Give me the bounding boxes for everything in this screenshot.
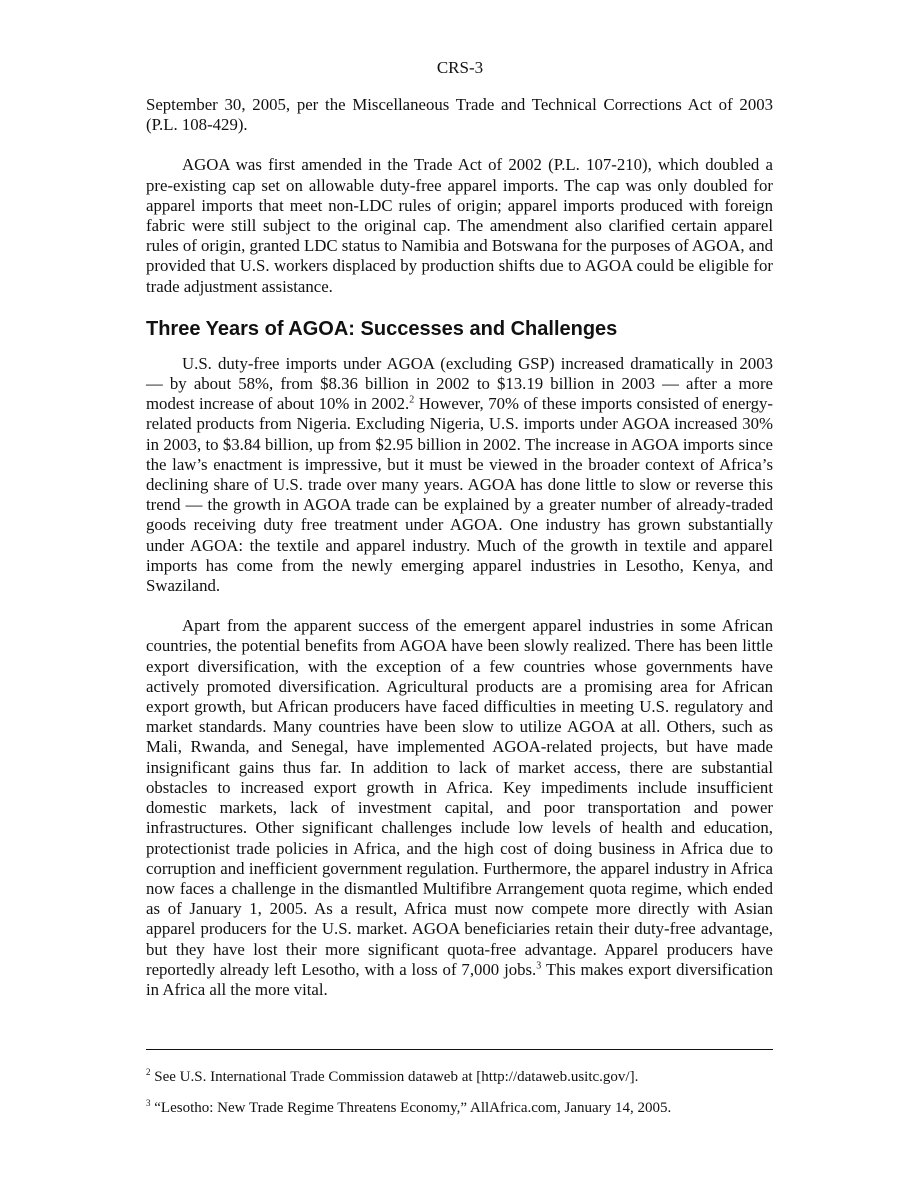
footnote-ref-3[interactable]: 3 <box>536 960 542 972</box>
footnote-ref-2[interactable]: 2 <box>409 394 415 406</box>
section-heading: Three Years of AGOA: Successes and Challenges <box>146 317 618 340</box>
footnote-mark: 2 <box>146 1067 151 1077</box>
footnote-2 <box>146 1068 773 1086</box>
page-header: CRS-3 <box>436 58 484 77</box>
footnote-divider <box>146 1049 773 1050</box>
paragraph-text: This makes export diversification in Africa all the more vital. <box>146 959 773 999</box>
footnote-text: “Lesotho: New Trade Regime Threatens Economy,” AllAfrica.com, January 14, 2005. <box>150 1100 672 1116</box>
paragraph-successes <box>146 354 773 596</box>
footnote-3 <box>146 1099 773 1117</box>
paragraph-continued: September 30, 2005, per the Miscellaneous Trade and Technical Corrections Act of 2003 (P.L. 108-429). <box>146 95 773 135</box>
paragraph-text: U.S. duty-free imports under AGOA (excluding GSP) increased dramatically in 2003 — by about 58%, from $8.36 billion in 2002 to $13.19 billion in 2003 — after a more modest increase of about 10% in 2002. <box>146 353 773 414</box>
document-body <box>146 95 773 1000</box>
footnotes <box>146 1068 773 1130</box>
footnote-mark: 3 <box>146 1098 151 1108</box>
footnote-text: See U.S. International Trade Commission dataweb at [http://dataweb.usitc.gov/]. <box>150 1069 639 1085</box>
paragraph-challenges <box>146 616 773 1000</box>
paragraph-amendment: AGOA was first amended in the Trade Act of 2002 (P.L. 107-210), which doubled a pre-existing cap set on allowable duty-free apparel imports. The cap was only doubled for apparel imports that meet non-LDC rules of origin; apparel imports produced with foreign fabric were still subject to the original cap. The amendment also clarified certain apparel rules of origin, granted LDC status to Namibia and Botswana for the purposes of AGOA, and provided that U.S. workers displaced by production shifts due to AGOA could be eligible for trade adjustment assistance. <box>146 155 773 296</box>
paragraph-text: However, 70% of these imports consisted of energy-related products from Nigeria. Excluding Nigeria, U.S. imports under AGOA increased 30% in 2003, to $3.84 billion, up from $2.95 billion in 2002. The increase in AGOA imports since the law’s enactment is impressive, but it must be viewed in the broader context of Africa’s declining share of U.S. trade over many years. AGOA has done little to slow or reverse this trend — the growth in AGOA trade can be explained by a greater number of already-traded goods receiving duty free treatment under AGOA. One industry has grown substantially under AGOA: the textile and apparel industry. Much of the growth in textile and apparel imports has come from the newly emerging apparel industries in Lesotho, Kenya, and Swaziland. <box>146 394 773 596</box>
paragraph-text: Apart from the apparent success of the emergent apparel industries in some African countries, the potential benefits from AGOA have been slowly realized. There has been little export diversification, with the exception of a few countries whose governments have actively promoted diversification. Agricultural products are a promising area for African export growth, but African producers have faced difficulties in meeting U.S. regulatory and market standards. Many countries have been slow to utilize AGOA at all. Others, such as Mali, Rwanda, and Senegal, have implemented AGOA-related projects, but have made insignificant gains thus far. In addition to lack of market access, there are substantial obstacles to increased export growth in Africa. Key impediments include insufficient domestic markets, lack of investment capital, and poor transportation and power infrastructures. Other significant challenges include low levels of health and education, protectionist trade policies in Africa, and the high cost of doing business in Africa due to corruption and inefficient government regulation. Furthermore, the apparel industry in Africa now faces a challenge in the dismantled Multifibre Arrangement quota regime, which ended as of January 1, 2005. As a result, Africa must now compete more directly with Asian apparel producers for the U.S. market. AGOA beneficiaries retain their duty-free advantage, but they have lost their more significant quota-free advantage. Apparel producers have reportedly already left Lesotho, with a loss of 7,000 jobs. <box>146 616 773 979</box>
